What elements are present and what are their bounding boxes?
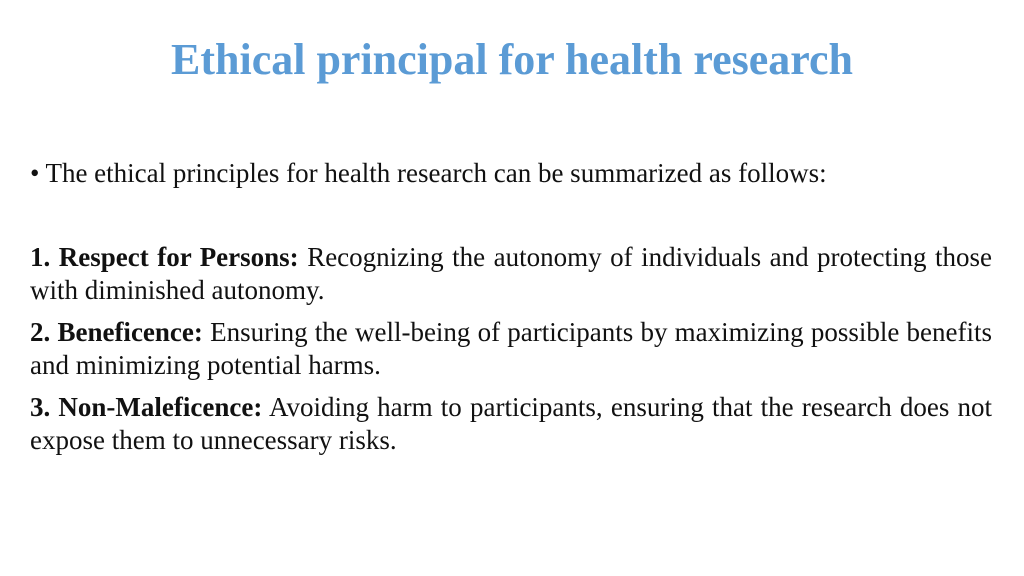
- principle-beneficence: [30, 316, 992, 382]
- slide-title: Ethical principal for health research: [171, 35, 853, 84]
- principle-description: Recognizing the autonomy of individuals and protecting those with diminished autonomy.: [30, 242, 993, 305]
- intro-bullet: [30, 157, 994, 191]
- principle-term: Beneficence:: [57, 317, 203, 347]
- principles-list: [30, 241, 992, 466]
- principle-respect-for-persons: [30, 241, 992, 307]
- bullet-icon: •: [30, 158, 40, 188]
- principle-number: 2.: [30, 317, 51, 347]
- principle-term: Respect for Persons:: [58, 242, 299, 272]
- principle-description: Ensuring the well-being of participants by maximizing possible benefits and minimizing potential harms.: [30, 317, 993, 380]
- principle-number: 3.: [30, 392, 51, 422]
- principle-term: Non-Maleficence:: [58, 392, 263, 422]
- intro-text: The ethical principles for health research can be summarized as follows:: [45, 158, 827, 188]
- principle-description: Avoiding harm to participants, ensuring that the research does not expose them to unnecessary risks.: [30, 392, 993, 455]
- principle-number: 1.: [30, 242, 51, 272]
- principle-non-maleficence: [30, 391, 992, 457]
